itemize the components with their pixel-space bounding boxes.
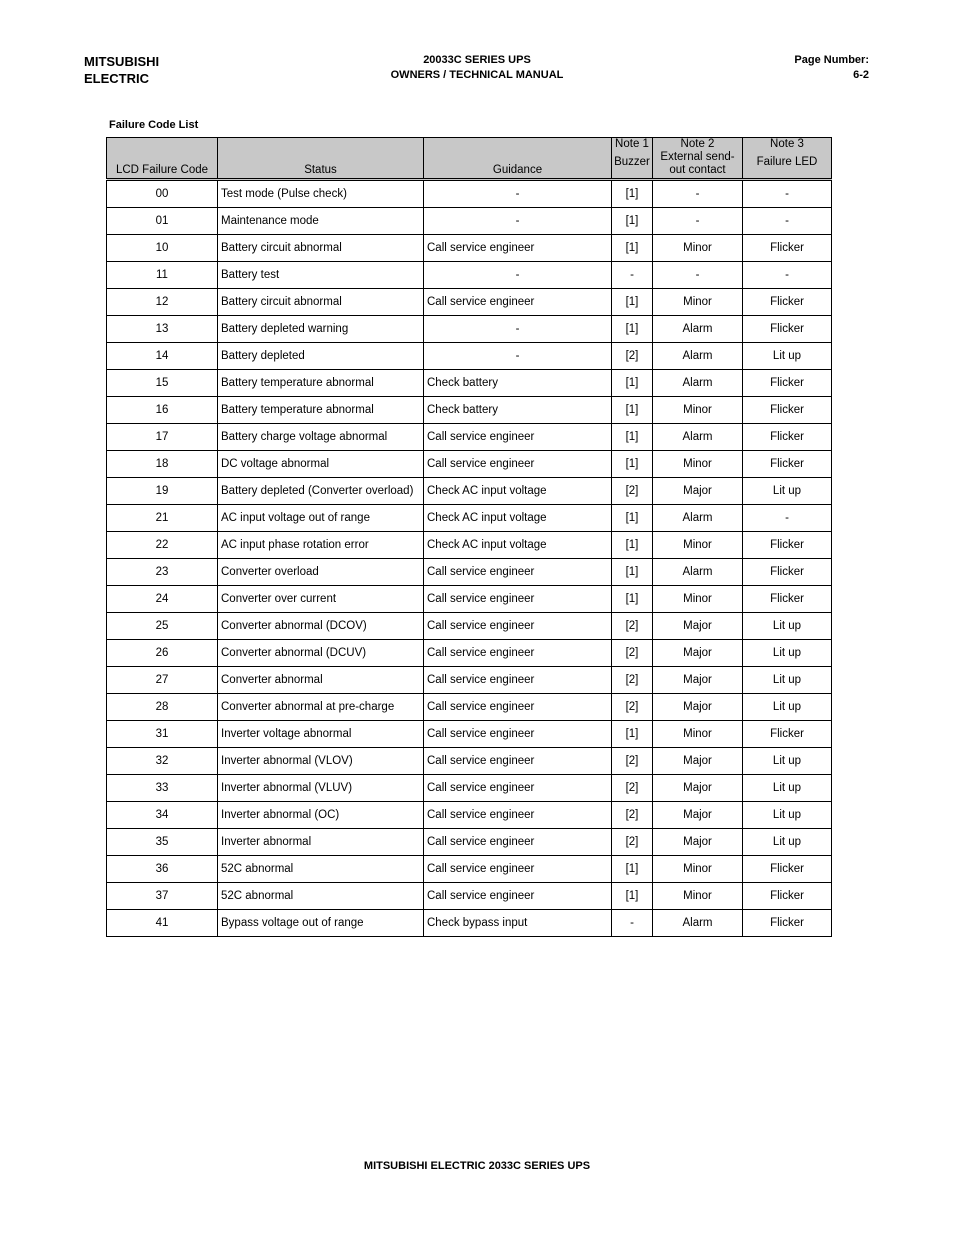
header-note1 xyxy=(612,138,653,180)
cell-external-contact: Major xyxy=(653,802,743,829)
cell-buzzer: [1] xyxy=(612,208,653,235)
cell-buzzer: [1] xyxy=(612,721,653,748)
document-title-line-2: OWNERS / TECHNICAL MANUAL xyxy=(390,69,564,81)
cell-status: Converter overload xyxy=(218,559,424,586)
header-status: Status xyxy=(218,138,424,180)
cell-external-contact: Minor xyxy=(653,883,743,910)
failure-code-table xyxy=(106,137,832,937)
header-note2 xyxy=(653,138,743,180)
cell-status: Converter over current xyxy=(218,586,424,613)
table-row xyxy=(107,667,832,694)
cell-failure-led: Lit up xyxy=(743,748,832,775)
table-row xyxy=(107,856,832,883)
cell-status: AC input voltage out of range xyxy=(218,505,424,532)
cell-guidance: Check AC input voltage xyxy=(424,505,612,532)
cell-external-contact: Minor xyxy=(653,721,743,748)
company-line-2: ELECTRIC xyxy=(84,71,149,86)
cell-external-contact: Minor xyxy=(653,397,743,424)
cell-guidance: Check bypass input xyxy=(424,910,612,937)
cell-status: Inverter abnormal (OC) xyxy=(218,802,424,829)
table-row xyxy=(107,532,832,559)
cell-guidance: Call service engineer xyxy=(424,667,612,694)
cell-external-contact: Major xyxy=(653,640,743,667)
cell-failure-code: 22 xyxy=(107,532,218,559)
cell-failure-led: - xyxy=(743,262,832,289)
table-row xyxy=(107,829,832,856)
header-note2-label: Note 2 xyxy=(680,138,715,150)
cell-guidance: Call service engineer xyxy=(424,829,612,856)
cell-failure-code: 23 xyxy=(107,559,218,586)
cell-failure-code: 01 xyxy=(107,208,218,235)
cell-external-contact: Major xyxy=(653,748,743,775)
cell-failure-code: 24 xyxy=(107,586,218,613)
cell-status: Inverter abnormal (VLOV) xyxy=(218,748,424,775)
cell-failure-code: 25 xyxy=(107,613,218,640)
cell-buzzer: [2] xyxy=(612,802,653,829)
cell-status: Inverter abnormal (VLUV) xyxy=(218,775,424,802)
table-row xyxy=(107,883,832,910)
cell-buzzer: [2] xyxy=(612,667,653,694)
table-body xyxy=(107,180,832,937)
header-buzzer: Buzzer xyxy=(614,156,650,168)
cell-failure-code: 27 xyxy=(107,667,218,694)
cell-status: Battery circuit abnormal xyxy=(218,289,424,316)
cell-status: Battery temperature abnormal xyxy=(218,370,424,397)
cell-external-contact: Minor xyxy=(653,532,743,559)
table-row xyxy=(107,424,832,451)
cell-external-contact: Major xyxy=(653,478,743,505)
table-row xyxy=(107,694,832,721)
cell-failure-code: 36 xyxy=(107,856,218,883)
cell-failure-code: 33 xyxy=(107,775,218,802)
header-guidance: Guidance xyxy=(424,138,612,180)
cell-external-contact: Alarm xyxy=(653,370,743,397)
table-row xyxy=(107,289,832,316)
header-failure-led: Failure LED xyxy=(756,156,818,168)
cell-guidance: Call service engineer xyxy=(424,748,612,775)
table-row xyxy=(107,451,832,478)
cell-failure-code: 34 xyxy=(107,802,218,829)
table-row xyxy=(107,775,832,802)
cell-external-contact: - xyxy=(653,262,743,289)
cell-failure-led: Lit up xyxy=(743,775,832,802)
cell-status: DC voltage abnormal xyxy=(218,451,424,478)
table-title: Failure Code List xyxy=(109,119,199,131)
table-row xyxy=(107,208,832,235)
table-row xyxy=(107,748,832,775)
company-name xyxy=(84,53,159,87)
document-title-line-1: 20033C SERIES UPS xyxy=(423,54,531,66)
cell-guidance: Call service engineer xyxy=(424,586,612,613)
cell-buzzer: - xyxy=(612,262,653,289)
cell-status: Battery depleted (Converter overload) xyxy=(218,478,424,505)
cell-buzzer: [1] xyxy=(612,289,653,316)
page-number-block xyxy=(794,53,869,83)
cell-failure-led: - xyxy=(743,505,832,532)
cell-status: Battery depleted xyxy=(218,343,424,370)
table-row xyxy=(107,180,832,208)
cell-failure-code: 11 xyxy=(107,262,218,289)
table-row xyxy=(107,559,832,586)
cell-buzzer: [1] xyxy=(612,451,653,478)
cell-external-contact: Minor xyxy=(653,289,743,316)
cell-failure-led: Flicker xyxy=(743,586,832,613)
cell-buzzer: [1] xyxy=(612,532,653,559)
cell-failure-code: 19 xyxy=(107,478,218,505)
cell-buzzer: [1] xyxy=(612,424,653,451)
page-number-label: Page Number: xyxy=(794,54,869,66)
cell-failure-led: - xyxy=(743,208,832,235)
cell-failure-led: Lit up xyxy=(743,802,832,829)
cell-guidance: Call service engineer xyxy=(424,235,612,262)
cell-status: Inverter voltage abnormal xyxy=(218,721,424,748)
table-header-row xyxy=(107,138,832,180)
cell-external-contact: Minor xyxy=(653,451,743,478)
failure-code-table-container xyxy=(106,137,831,929)
cell-buzzer: [1] xyxy=(612,235,653,262)
header-lcd-failure-code: LCD Failure Code xyxy=(107,138,218,180)
cell-failure-code: 15 xyxy=(107,370,218,397)
cell-failure-code: 21 xyxy=(107,505,218,532)
cell-status: Battery depleted warning xyxy=(218,316,424,343)
table-row xyxy=(107,235,832,262)
cell-guidance: - xyxy=(424,316,612,343)
cell-failure-code: 00 xyxy=(107,180,218,208)
table-row xyxy=(107,262,832,289)
cell-failure-led: Lit up xyxy=(743,640,832,667)
table-row xyxy=(107,343,832,370)
table-row xyxy=(107,370,832,397)
cell-failure-led: Flicker xyxy=(743,532,832,559)
cell-failure-code: 13 xyxy=(107,316,218,343)
cell-failure-led: Lit up xyxy=(743,478,832,505)
cell-failure-code: 12 xyxy=(107,289,218,316)
cell-buzzer: [2] xyxy=(612,613,653,640)
cell-failure-code: 10 xyxy=(107,235,218,262)
cell-external-contact: Alarm xyxy=(653,910,743,937)
cell-status: Test mode (Pulse check) xyxy=(218,180,424,208)
cell-failure-code: 17 xyxy=(107,424,218,451)
header-external-contact-2: out contact xyxy=(669,164,726,176)
table-row xyxy=(107,910,832,937)
cell-status: Battery temperature abnormal xyxy=(218,397,424,424)
header-note1-label: Note 1 xyxy=(615,138,649,150)
cell-external-contact: Alarm xyxy=(653,559,743,586)
header-note3 xyxy=(743,138,832,180)
cell-status: 52C abnormal xyxy=(218,856,424,883)
cell-external-contact: Minor xyxy=(653,856,743,883)
cell-buzzer: [2] xyxy=(612,640,653,667)
table-row xyxy=(107,640,832,667)
cell-failure-led: Flicker xyxy=(743,316,832,343)
cell-guidance: Check battery xyxy=(424,370,612,397)
cell-buzzer: [2] xyxy=(612,343,653,370)
cell-buzzer: - xyxy=(612,910,653,937)
cell-guidance: Check AC input voltage xyxy=(424,532,612,559)
cell-status: Converter abnormal xyxy=(218,667,424,694)
cell-buzzer: [2] xyxy=(612,478,653,505)
cell-failure-code: 28 xyxy=(107,694,218,721)
cell-failure-led: Lit up xyxy=(743,694,832,721)
cell-status: 52C abnormal xyxy=(218,883,424,910)
cell-failure-led: Lit up xyxy=(743,829,832,856)
cell-failure-led: Lit up xyxy=(743,667,832,694)
cell-guidance: Call service engineer xyxy=(424,775,612,802)
cell-guidance: - xyxy=(424,180,612,208)
cell-buzzer: [2] xyxy=(612,829,653,856)
cell-guidance: Call service engineer xyxy=(424,613,612,640)
cell-failure-code: 37 xyxy=(107,883,218,910)
cell-guidance: - xyxy=(424,343,612,370)
cell-guidance: Call service engineer xyxy=(424,883,612,910)
table-row xyxy=(107,316,832,343)
cell-failure-code: 18 xyxy=(107,451,218,478)
cell-guidance: Check battery xyxy=(424,397,612,424)
cell-external-contact: Alarm xyxy=(653,316,743,343)
page-number: 6-2 xyxy=(853,69,869,81)
cell-guidance: Call service engineer xyxy=(424,559,612,586)
cell-status: Converter abnormal (DCOV) xyxy=(218,613,424,640)
cell-external-contact: Alarm xyxy=(653,424,743,451)
cell-buzzer: [1] xyxy=(612,397,653,424)
cell-status: Battery charge voltage abnormal xyxy=(218,424,424,451)
table-row xyxy=(107,478,832,505)
cell-buzzer: [2] xyxy=(612,748,653,775)
cell-failure-led: Flicker xyxy=(743,856,832,883)
cell-failure-led: Flicker xyxy=(743,289,832,316)
cell-guidance: Call service engineer xyxy=(424,802,612,829)
cell-failure-led: Flicker xyxy=(743,451,832,478)
header-external-contact-1: External send- xyxy=(660,151,735,163)
cell-guidance: Check AC input voltage xyxy=(424,478,612,505)
cell-external-contact: Alarm xyxy=(653,343,743,370)
cell-failure-led: Flicker xyxy=(743,424,832,451)
cell-external-contact: - xyxy=(653,208,743,235)
cell-buzzer: [2] xyxy=(612,775,653,802)
cell-failure-code: 26 xyxy=(107,640,218,667)
cell-status: AC input phase rotation error xyxy=(218,532,424,559)
cell-external-contact: Major xyxy=(653,829,743,856)
cell-buzzer: [1] xyxy=(612,883,653,910)
cell-external-contact: Alarm xyxy=(653,505,743,532)
cell-failure-led: Flicker xyxy=(743,910,832,937)
cell-status: Bypass voltage out of range xyxy=(218,910,424,937)
cell-buzzer: [2] xyxy=(612,694,653,721)
cell-failure-code: 16 xyxy=(107,397,218,424)
cell-failure-code: 32 xyxy=(107,748,218,775)
cell-status: Battery test xyxy=(218,262,424,289)
cell-failure-led: Flicker xyxy=(743,370,832,397)
cell-failure-led: Flicker xyxy=(743,397,832,424)
cell-failure-led: Lit up xyxy=(743,343,832,370)
cell-failure-code: 14 xyxy=(107,343,218,370)
cell-external-contact: Major xyxy=(653,775,743,802)
cell-failure-led: Flicker xyxy=(743,235,832,262)
cell-failure-led: Flicker xyxy=(743,883,832,910)
document-title xyxy=(327,53,627,83)
cell-guidance: Call service engineer xyxy=(424,856,612,883)
cell-failure-code: 35 xyxy=(107,829,218,856)
cell-failure-code: 31 xyxy=(107,721,218,748)
cell-status: Maintenance mode xyxy=(218,208,424,235)
cell-status: Inverter abnormal xyxy=(218,829,424,856)
cell-buzzer: [1] xyxy=(612,505,653,532)
cell-external-contact: Major xyxy=(653,613,743,640)
cell-failure-code: 41 xyxy=(107,910,218,937)
cell-guidance: Call service engineer xyxy=(424,451,612,478)
cell-external-contact: - xyxy=(653,180,743,208)
page-footer: MITSUBISHI ELECTRIC 2033C SERIES UPS xyxy=(363,1160,591,1172)
cell-status: Converter abnormal at pre-charge xyxy=(218,694,424,721)
cell-guidance: - xyxy=(424,262,612,289)
cell-guidance: Call service engineer xyxy=(424,694,612,721)
company-line-1: MITSUBISHI xyxy=(84,54,160,69)
cell-failure-led: Flicker xyxy=(743,559,832,586)
header-note3-label: Note 3 xyxy=(770,138,804,150)
table-row xyxy=(107,586,832,613)
cell-external-contact: Minor xyxy=(653,586,743,613)
cell-failure-led: Flicker xyxy=(743,721,832,748)
cell-buzzer: [1] xyxy=(612,586,653,613)
cell-status: Converter abnormal (DCUV) xyxy=(218,640,424,667)
cell-buzzer: [1] xyxy=(612,559,653,586)
table-row xyxy=(107,613,832,640)
cell-buzzer: [1] xyxy=(612,316,653,343)
cell-status: Battery circuit abnormal xyxy=(218,235,424,262)
cell-guidance: Call service engineer xyxy=(424,424,612,451)
cell-external-contact: Major xyxy=(653,667,743,694)
table-row xyxy=(107,721,832,748)
cell-guidance: - xyxy=(424,208,612,235)
cell-guidance: Call service engineer xyxy=(424,640,612,667)
cell-buzzer: [1] xyxy=(612,856,653,883)
table-row xyxy=(107,397,832,424)
cell-failure-led: - xyxy=(743,180,832,208)
cell-buzzer: [1] xyxy=(612,180,653,208)
cell-guidance: Call service engineer xyxy=(424,721,612,748)
table-row xyxy=(107,802,832,829)
cell-buzzer: [1] xyxy=(612,370,653,397)
table-row xyxy=(107,505,832,532)
cell-external-contact: Minor xyxy=(653,235,743,262)
cell-guidance: Call service engineer xyxy=(424,289,612,316)
cell-failure-led: Lit up xyxy=(743,613,832,640)
cell-external-contact: Major xyxy=(653,694,743,721)
